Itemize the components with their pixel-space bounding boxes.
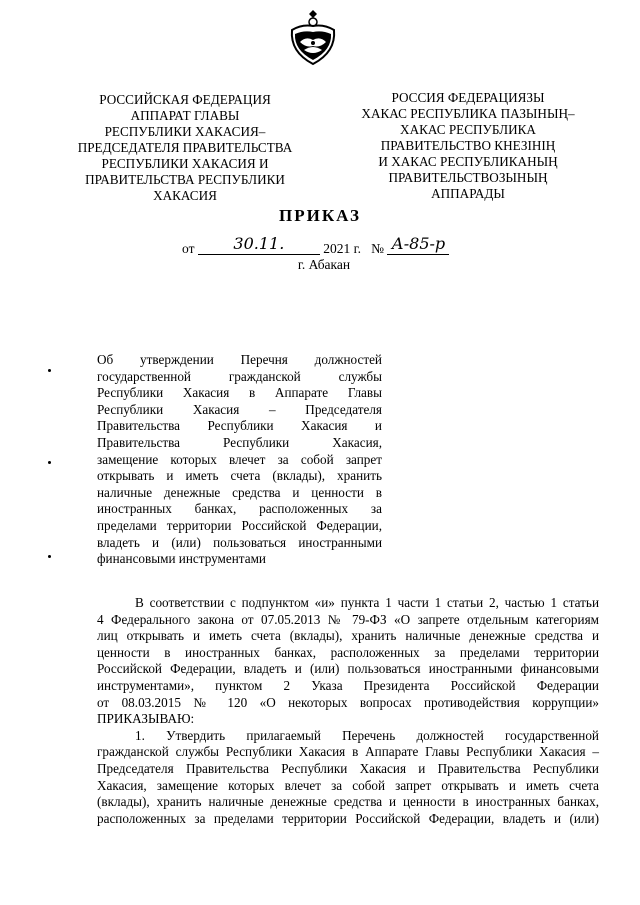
subject-line: иностранных банках, расположенных за [97,501,382,517]
header-right-khakas [338,90,598,202]
number-field [387,234,449,255]
body-line: 1. Утвердить прилагаемый Перечень должностей государственной [135,727,599,743]
body-line: гражданской службы Республики Хакасия в Аппарате Главы Республики Хакасия – [97,744,599,760]
margin-dot [48,555,51,558]
header-left-line: РЕСПУБЛИКИ ХАКАСИЯ И [101,156,269,171]
body-line: Хакасия, замещение которых влечет за собой запрет открывать и иметь счета [97,777,599,793]
header-right-line: РОССИЯ ФЕДЕРАЦИЯЗЫ [391,90,545,105]
header-left-line: АППАРАТ ГЛАВЫ [130,108,240,123]
subject-block [97,352,382,568]
header-right-line: ХАКАС РЕСПУБЛИКА [400,122,536,137]
subject-line: Республики Хакасия в Аппарате Главы [97,385,382,401]
body-text [97,595,599,827]
subject-line: замещение которых влечет за собой запрет [97,451,382,467]
body-line: Председателя Правительства Республики Хакасия и Правительства Республики [97,760,599,776]
body-line: В соответствии с подпунктом «и» пункта 1 части 1 статьи 2, частью 1 статьи [135,595,599,610]
subject-line: Об утверждении Перечня должностей [97,352,382,367]
subject-line: Республики Хакасия – Председателя [97,401,382,417]
handwritten-number: А-85-р [391,234,446,253]
number-label: № [371,241,385,256]
header-right-line: И ХАКАС РЕСПУБЛИКАНЫҢ [378,154,558,169]
header-left-line: РОССИЙСКАЯ ФЕДЕРАЦИЯ [99,92,271,107]
header-right-line: АППАРАДЫ [431,186,505,201]
header-right-line: ПРАВИТЕЛЬСТВО КНЕЗІНІҢ [380,138,556,153]
header-left-line: ПРАВИТЕЛЬСТВА РЕСПУБЛИКИ [85,172,285,187]
header-left-line: ХАКАСИЯ [153,188,217,203]
header-left-line: РЕСПУБЛИКИ ХАКАСИЯ– [104,124,266,139]
body-line: ценности в иностранных банках, расположенных за пределами территории [97,644,599,660]
margin-dot [48,461,51,464]
from-label: от [182,241,195,256]
header-right-line: ХАКАС РЕСПУБЛИКА ПАЗЫНЫҢ– [361,106,575,121]
body-line: от 08.03.2015 № 120 «О некоторых вопросах противодействия коррупции» [97,694,599,710]
city-label: г. Абакан [297,257,351,272]
subject-line: владеть и (или) пользоваться иностранными [97,534,382,550]
body-line: (вклады), хранить наличные денежные средства и ценности в иностранных банках, [97,794,599,810]
body-line: инструментами», пунктом 2 Указа Президента Российской Федерации [97,677,599,693]
header-right-line: ПРАВИТЕЛЬСТВОЗЫНЫҢ [388,170,548,185]
body-line: Российской Федерации, владеть и (или) пользоваться иностранными финансовыми [97,661,599,677]
subject-line: пределами территории Российской Федерации, [97,517,382,533]
header-left-russian [60,92,310,204]
subject-line: государственной гражданской службы [97,368,382,384]
body-line: расположенных за пределами территории Российской Федерации, владеть и (или) [97,810,599,826]
subject-line: наличные денежные средства и ценности в [97,484,382,500]
subject-line: финансовыми инструментами [97,551,266,567]
body-line: ПРИКАЗЫВАЮ: [97,711,195,727]
body-line: 4 Федерального закона от 07.05.2013 № 79-ФЗ «О запрете отдельным категориям [97,611,599,627]
year-label: 2021 г. [323,241,361,256]
header-left-line: ПРЕДСЕДАТЕЛЯ ПРАВИТЕЛЬСТВА [77,140,293,155]
subject-line: открывать и иметь счета (вклады), хранить [97,468,382,484]
handwritten-date: 30.11. [233,234,285,253]
margin-dot [48,369,51,372]
date-number-line [182,234,449,257]
subject-line: Правительства Республики Хакасия и [97,418,382,434]
document-title: ПРИКАЗ [279,206,361,225]
coat-of-arms-emblem [286,8,340,66]
body-line: лиц открывать и иметь счета (вклады), хранить наличные денежные средства и [97,628,599,644]
date-field [198,234,320,255]
subject-line: Правительства Республики Хакасия, [97,434,382,450]
